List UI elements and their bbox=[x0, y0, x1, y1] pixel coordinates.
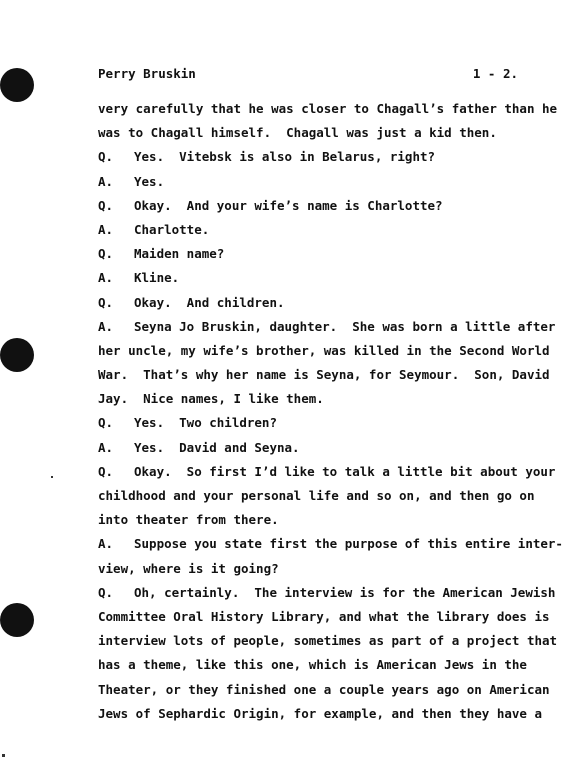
transcript-line bbox=[98, 121, 522, 145]
transcript-line bbox=[98, 315, 556, 339]
speaker-label: A. bbox=[98, 221, 114, 237]
line-text: Jay. Nice names, I like them. bbox=[98, 391, 324, 407]
transcript-line bbox=[98, 97, 558, 121]
line-text: Yes. bbox=[134, 173, 165, 189]
line-text: was to Chagall himself. Chagall was just a kid then. bbox=[98, 125, 497, 141]
transcript-line bbox=[98, 678, 550, 702]
line-text: Seyna Jo Bruskin, daughter. She was born a little after bbox=[134, 318, 556, 334]
line-text: Jews of Sephardic Origin, for example, and then they have a bbox=[98, 705, 543, 721]
speaker-label: Q. bbox=[98, 149, 114, 165]
transcript-line bbox=[98, 387, 522, 411]
scan-speck bbox=[51, 476, 53, 478]
line-text: into theater from there. bbox=[98, 512, 279, 528]
transcript-line bbox=[98, 532, 563, 556]
transcript-line bbox=[98, 218, 522, 242]
punch-hole-middle bbox=[0, 338, 34, 372]
transcript-line bbox=[98, 702, 543, 726]
transcript-line bbox=[98, 170, 522, 194]
speaker-label: Q. bbox=[98, 415, 114, 431]
speaker-label: A. bbox=[98, 318, 114, 334]
page-header bbox=[98, 66, 518, 84]
line-text: Theater, or they finished one a couple years ago on American bbox=[98, 681, 550, 697]
transcript-body bbox=[98, 97, 563, 726]
interviewee-name: Perry Bruskin bbox=[98, 66, 196, 81]
line-text: Maiden name? bbox=[134, 246, 225, 262]
line-text: Okay. And children. bbox=[134, 294, 285, 310]
speaker-label: A. bbox=[98, 173, 114, 189]
speaker-label: Q. bbox=[98, 246, 114, 262]
transcript-line bbox=[98, 605, 550, 629]
transcript-line bbox=[98, 557, 522, 581]
transcript-line bbox=[98, 484, 535, 508]
line-text: Charlotte. bbox=[134, 221, 210, 237]
line-text: Yes. Two children? bbox=[134, 415, 277, 431]
transcript-line bbox=[98, 581, 556, 605]
line-text: Okay. And your wife’s name is Charlotte? bbox=[134, 197, 443, 213]
transcript-line bbox=[98, 411, 522, 435]
speaker-label: A. bbox=[98, 536, 114, 552]
line-text: has a theme, like this one, which is American Jews in the bbox=[98, 657, 527, 673]
transcript-line bbox=[98, 291, 522, 315]
speaker-label: A. bbox=[98, 439, 114, 455]
transcript-line bbox=[98, 145, 522, 169]
speaker-label: Q. bbox=[98, 584, 114, 600]
transcript-line bbox=[98, 436, 522, 460]
page-number: 1 - 2. bbox=[472, 66, 518, 81]
transcript-line bbox=[98, 266, 522, 290]
transcript-line bbox=[98, 242, 522, 266]
transcript-line bbox=[98, 653, 527, 677]
line-text: her uncle, my wife’s brother, was killed in the Second World bbox=[98, 342, 550, 358]
line-text: Kline. bbox=[134, 270, 180, 286]
line-text: Committee Oral History Library, and what the library does is bbox=[98, 608, 550, 624]
transcript-line bbox=[98, 460, 556, 484]
line-text: Oh, certainly. The interview is for the American Jewish bbox=[134, 584, 556, 600]
speaker-label: Q. bbox=[98, 294, 114, 310]
transcript-line bbox=[98, 508, 522, 532]
line-text: Okay. So first I’d like to talk a little bit about your bbox=[134, 463, 556, 479]
line-text: Yes. Vitebsk is also in Belarus, right? bbox=[134, 149, 436, 165]
punch-hole-bottom bbox=[0, 603, 34, 637]
transcript-line bbox=[98, 629, 558, 653]
line-text: childhood and your personal life and so on, and then go on bbox=[98, 488, 535, 503]
speaker-label: Q. bbox=[98, 197, 114, 213]
speaker-label: Q. bbox=[98, 463, 114, 479]
line-text: very carefully that he was closer to Chagall’s father than he bbox=[98, 101, 558, 116]
line-text: Suppose you state first the purpose of this entire inter- bbox=[134, 536, 563, 552]
line-text: view, where is it going? bbox=[98, 560, 279, 576]
transcript-line bbox=[98, 194, 522, 218]
transcript-line bbox=[98, 363, 550, 387]
line-text: interview lots of people, sometimes as part of a project that bbox=[98, 633, 558, 649]
line-text: War. That’s why her name is Seyna, for Seymour. Son, David bbox=[98, 367, 550, 383]
transcript-line bbox=[98, 339, 550, 363]
speaker-label: A. bbox=[98, 270, 114, 286]
line-text: Yes. David and Seyna. bbox=[134, 439, 300, 455]
punch-hole-top bbox=[0, 68, 34, 102]
scan-speck bbox=[2, 754, 5, 757]
